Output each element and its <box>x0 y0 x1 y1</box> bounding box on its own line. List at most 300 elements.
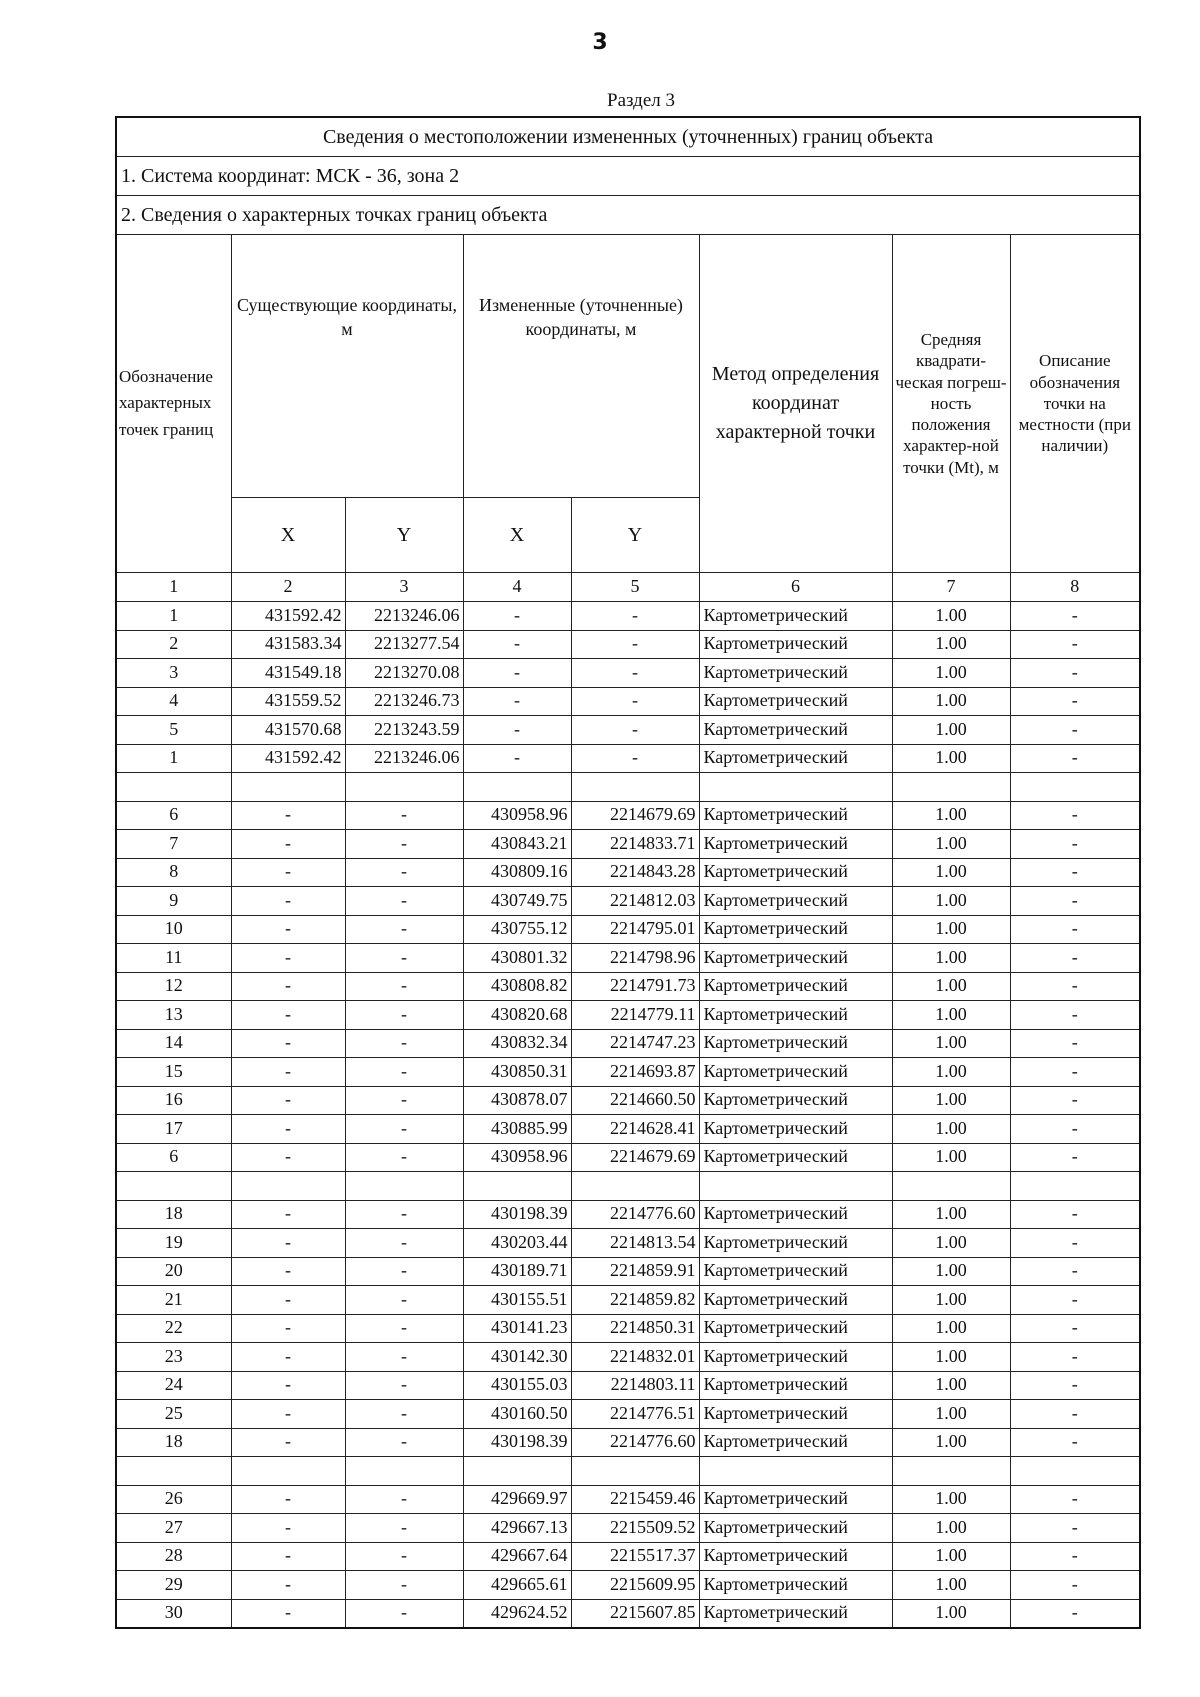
error-cell: 1.00 <box>892 858 1010 887</box>
changed-y-cell: - <box>571 716 699 745</box>
description-cell: - <box>1010 1115 1140 1144</box>
existing-y-cell: - <box>345 887 463 916</box>
changed-x-cell: 429669.97 <box>463 1485 571 1514</box>
point-id-cell: 29 <box>116 1571 231 1600</box>
column-number: 7 <box>892 573 1010 602</box>
error-cell: 1.00 <box>892 659 1010 688</box>
existing-x-cell: - <box>231 1599 345 1628</box>
header-existing-x: X <box>231 498 345 573</box>
description-cell: - <box>1010 744 1140 773</box>
existing-x-cell: - <box>231 1485 345 1514</box>
table-row <box>116 1514 1140 1543</box>
description-cell: - <box>1010 1143 1140 1172</box>
table-title: Сведения о местоположении измененных (уточненных) границ объекта <box>116 117 1140 157</box>
method-cell: Картометрический <box>699 1286 892 1315</box>
error-cell: 1.00 <box>892 1086 1010 1115</box>
existing-y-cell: 2213246.73 <box>345 687 463 716</box>
existing-x-cell: - <box>231 944 345 973</box>
changed-x-cell: - <box>463 659 571 688</box>
changed-y-cell: - <box>571 687 699 716</box>
error-cell: 1.00 <box>892 1229 1010 1258</box>
existing-x-cell: - <box>231 1400 345 1429</box>
existing-x-cell: - <box>231 1542 345 1571</box>
description-cell: - <box>1010 1257 1140 1286</box>
changed-x-cell: - <box>463 687 571 716</box>
changed-x-cell: 429624.52 <box>463 1599 571 1628</box>
method-cell: Картометрический <box>699 1400 892 1429</box>
description-cell: - <box>1010 602 1140 631</box>
changed-x-cell: - <box>463 716 571 745</box>
table-row <box>116 887 1140 916</box>
changed-y-cell: 2214776.60 <box>571 1200 699 1229</box>
existing-y-cell <box>345 1457 463 1486</box>
changed-y-cell: 2215609.95 <box>571 1571 699 1600</box>
method-cell: Картометрический <box>699 1314 892 1343</box>
method-cell: Картометрический <box>699 716 892 745</box>
point-id-cell: 28 <box>116 1542 231 1571</box>
error-cell <box>892 773 1010 802</box>
existing-y-cell: 2213243.59 <box>345 716 463 745</box>
header-existing-y: Y <box>345 498 463 573</box>
changed-x-cell: 430878.07 <box>463 1086 571 1115</box>
changed-x-cell: - <box>463 630 571 659</box>
changed-y-cell: 2214859.91 <box>571 1257 699 1286</box>
description-cell: - <box>1010 1514 1140 1543</box>
point-id-cell: 5 <box>116 716 231 745</box>
point-id-cell: 13 <box>116 1001 231 1030</box>
existing-x-cell: 431583.34 <box>231 630 345 659</box>
error-cell: 1.00 <box>892 1571 1010 1600</box>
changed-x-cell: 430198.39 <box>463 1428 571 1457</box>
method-cell: Картометрический <box>699 630 892 659</box>
changed-y-cell: 2214850.31 <box>571 1314 699 1343</box>
table-row <box>116 972 1140 1001</box>
table-row <box>116 1058 1140 1087</box>
method-cell: Картометрический <box>699 1115 892 1144</box>
column-number: 2 <box>231 573 345 602</box>
column-number: 3 <box>345 573 463 602</box>
description-cell: - <box>1010 630 1140 659</box>
existing-y-cell: - <box>345 915 463 944</box>
changed-x-cell: 429667.64 <box>463 1542 571 1571</box>
error-cell: 1.00 <box>892 1143 1010 1172</box>
method-cell: Картометрический <box>699 801 892 830</box>
changed-y-cell <box>571 1172 699 1201</box>
method-cell: Картометрический <box>699 915 892 944</box>
method-cell: Картометрический <box>699 744 892 773</box>
point-id-cell: 7 <box>116 830 231 859</box>
existing-y-cell: - <box>345 1229 463 1258</box>
error-cell: 1.00 <box>892 1115 1010 1144</box>
changed-x-cell: 430958.96 <box>463 801 571 830</box>
changed-y-cell: - <box>571 744 699 773</box>
changed-x-cell: 430141.23 <box>463 1314 571 1343</box>
changed-x-cell <box>463 773 571 802</box>
error-cell: 1.00 <box>892 887 1010 916</box>
point-id-cell: 9 <box>116 887 231 916</box>
point-id-cell: 11 <box>116 944 231 973</box>
table-row <box>116 1143 1140 1172</box>
existing-x-cell: - <box>231 1086 345 1115</box>
header-mean-square-error: Средняя квадрати-ческая погреш-ность положения характер-ной точки (Mt), м <box>892 235 1010 573</box>
error-cell: 1.00 <box>892 1029 1010 1058</box>
error-cell: 1.00 <box>892 716 1010 745</box>
description-cell: - <box>1010 830 1140 859</box>
error-cell: 1.00 <box>892 944 1010 973</box>
point-id-cell: 15 <box>116 1058 231 1087</box>
point-id-cell: 1 <box>116 744 231 773</box>
existing-x-cell: - <box>231 1514 345 1543</box>
existing-y-cell <box>345 773 463 802</box>
error-cell: 1.00 <box>892 915 1010 944</box>
point-id-cell: 10 <box>116 915 231 944</box>
description-cell: - <box>1010 972 1140 1001</box>
existing-x-cell: - <box>231 1286 345 1315</box>
method-cell: Картометрический <box>699 972 892 1001</box>
boundary-points-table <box>115 116 1141 1629</box>
method-cell <box>699 1172 892 1201</box>
error-cell: 1.00 <box>892 1428 1010 1457</box>
method-cell: Картометрический <box>699 1200 892 1229</box>
method-cell: Картометрический <box>699 1428 892 1457</box>
existing-y-cell: 2213270.08 <box>345 659 463 688</box>
changed-x-cell: 430832.34 <box>463 1029 571 1058</box>
error-cell: 1.00 <box>892 630 1010 659</box>
description-cell: - <box>1010 858 1140 887</box>
existing-x-cell: - <box>231 1229 345 1258</box>
changed-x-cell: 429667.13 <box>463 1514 571 1543</box>
header-changed-x: X <box>463 498 571 573</box>
method-cell: Картометрический <box>699 858 892 887</box>
changed-y-cell: 2214679.69 <box>571 801 699 830</box>
column-number: 5 <box>571 573 699 602</box>
changed-x-cell: 430809.16 <box>463 858 571 887</box>
changed-y-cell <box>571 773 699 802</box>
point-id-cell <box>116 773 231 802</box>
table-row <box>116 1200 1140 1229</box>
changed-y-cell: 2214776.51 <box>571 1400 699 1429</box>
method-cell: Картометрический <box>699 1571 892 1600</box>
existing-y-cell <box>345 1172 463 1201</box>
table-row <box>116 1371 1140 1400</box>
error-cell: 1.00 <box>892 1514 1010 1543</box>
existing-x-cell: - <box>231 1343 345 1372</box>
existing-y-cell: - <box>345 1086 463 1115</box>
table-row <box>116 915 1140 944</box>
existing-y-cell: - <box>345 1371 463 1400</box>
description-cell: - <box>1010 1029 1140 1058</box>
method-cell: Картометрический <box>699 887 892 916</box>
method-cell: Картометрический <box>699 1257 892 1286</box>
table-row <box>116 1115 1140 1144</box>
method-cell <box>699 1457 892 1486</box>
point-id-cell: 23 <box>116 1343 231 1372</box>
existing-y-cell: - <box>345 1200 463 1229</box>
point-id-cell: 14 <box>116 1029 231 1058</box>
existing-x-cell: - <box>231 1257 345 1286</box>
changed-x-cell: 430850.31 <box>463 1058 571 1087</box>
changed-y-cell: 2214679.69 <box>571 1143 699 1172</box>
changed-x-cell: 430958.96 <box>463 1143 571 1172</box>
header-changed-y: Y <box>571 498 699 573</box>
description-cell <box>1010 1172 1140 1201</box>
existing-x-cell: - <box>231 1428 345 1457</box>
changed-y-cell: 2214843.28 <box>571 858 699 887</box>
existing-y-cell: - <box>345 944 463 973</box>
existing-y-cell: 2213246.06 <box>345 602 463 631</box>
changed-y-cell: 2214660.50 <box>571 1086 699 1115</box>
existing-x-cell: - <box>231 801 345 830</box>
error-cell: 1.00 <box>892 687 1010 716</box>
column-number: 6 <box>699 573 892 602</box>
table-row <box>116 1086 1140 1115</box>
changed-x-cell: 430885.99 <box>463 1115 571 1144</box>
point-id-cell: 25 <box>116 1400 231 1429</box>
error-cell: 1.00 <box>892 1286 1010 1315</box>
existing-y-cell: - <box>345 1514 463 1543</box>
table-row <box>116 830 1140 859</box>
description-cell: - <box>1010 1001 1140 1030</box>
table-row <box>116 659 1140 688</box>
description-cell: - <box>1010 944 1140 973</box>
error-cell: 1.00 <box>892 1058 1010 1087</box>
error-cell: 1.00 <box>892 1001 1010 1030</box>
table-row <box>116 687 1140 716</box>
method-cell: Картометрический <box>699 1542 892 1571</box>
table-row <box>116 1571 1140 1600</box>
description-cell: - <box>1010 1485 1140 1514</box>
error-cell: 1.00 <box>892 801 1010 830</box>
existing-y-cell: - <box>345 1485 463 1514</box>
existing-x-cell: 431592.42 <box>231 602 345 631</box>
error-cell <box>892 1172 1010 1201</box>
existing-x-cell: - <box>231 1029 345 1058</box>
existing-y-cell: - <box>345 1001 463 1030</box>
header-point-description: Описание обозначения точки на местности (при наличии) <box>1010 235 1140 573</box>
existing-x-cell: - <box>231 887 345 916</box>
existing-y-cell: - <box>345 1599 463 1628</box>
method-cell: Картометрический <box>699 659 892 688</box>
point-id-cell: 16 <box>116 1086 231 1115</box>
description-cell: - <box>1010 1229 1140 1258</box>
method-cell: Картометрический <box>699 1143 892 1172</box>
description-cell: - <box>1010 1286 1140 1315</box>
table-row <box>116 630 1140 659</box>
description-cell: - <box>1010 1400 1140 1429</box>
error-cell: 1.00 <box>892 1257 1010 1286</box>
changed-x-cell: 430820.68 <box>463 1001 571 1030</box>
existing-y-cell: - <box>345 801 463 830</box>
point-id-cell: 6 <box>116 1143 231 1172</box>
changed-x-cell: 430155.51 <box>463 1286 571 1315</box>
existing-y-cell: - <box>345 1143 463 1172</box>
method-cell: Картометрический <box>699 1599 892 1628</box>
table-row <box>116 1457 1140 1486</box>
existing-y-cell: - <box>345 1314 463 1343</box>
method-cell: Картометрический <box>699 1058 892 1087</box>
changed-y-cell: 2214747.23 <box>571 1029 699 1058</box>
error-cell: 1.00 <box>892 1400 1010 1429</box>
description-cell <box>1010 773 1140 802</box>
method-cell: Картометрический <box>699 1086 892 1115</box>
changed-y-cell: 2214812.03 <box>571 887 699 916</box>
description-cell: - <box>1010 1542 1140 1571</box>
column-number: 4 <box>463 573 571 602</box>
error-cell <box>892 1457 1010 1486</box>
error-cell: 1.00 <box>892 1485 1010 1514</box>
changed-y-cell: - <box>571 602 699 631</box>
changed-x-cell: 430203.44 <box>463 1229 571 1258</box>
error-cell: 1.00 <box>892 1200 1010 1229</box>
table-row <box>116 944 1140 973</box>
changed-y-cell: 2214798.96 <box>571 944 699 973</box>
changed-x-cell: 430155.03 <box>463 1371 571 1400</box>
point-id-cell: 4 <box>116 687 231 716</box>
changed-y-cell: 2215459.46 <box>571 1485 699 1514</box>
existing-y-cell: - <box>345 1343 463 1372</box>
existing-x-cell: - <box>231 1001 345 1030</box>
existing-x-cell: 431559.52 <box>231 687 345 716</box>
point-id-cell: 3 <box>116 659 231 688</box>
existing-x-cell: 431592.42 <box>231 744 345 773</box>
changed-y-cell: 2214859.82 <box>571 1286 699 1315</box>
changed-y-cell: 2214795.01 <box>571 915 699 944</box>
method-cell: Картометрический <box>699 1371 892 1400</box>
table-row <box>116 1542 1140 1571</box>
column-number: 8 <box>1010 573 1140 602</box>
table-row <box>116 801 1140 830</box>
changed-y-cell: 2214779.11 <box>571 1001 699 1030</box>
point-id-cell: 18 <box>116 1200 231 1229</box>
existing-y-cell: - <box>345 1571 463 1600</box>
point-id-cell: 1 <box>116 602 231 631</box>
existing-y-cell: - <box>345 1115 463 1144</box>
point-id-cell <box>116 1457 231 1486</box>
point-id-cell: 20 <box>116 1257 231 1286</box>
description-cell: - <box>1010 659 1140 688</box>
table-row <box>116 1343 1140 1372</box>
method-cell: Картометрический <box>699 1485 892 1514</box>
changed-x-cell: 430843.21 <box>463 830 571 859</box>
header-changed-coordinates: Измененные (уточненные) координаты, м <box>463 235 699 498</box>
existing-y-cell: - <box>345 1058 463 1087</box>
existing-x-cell: - <box>231 1314 345 1343</box>
table-row <box>116 1029 1140 1058</box>
table-row <box>116 1485 1140 1514</box>
changed-y-cell: 2214813.54 <box>571 1229 699 1258</box>
existing-y-cell: - <box>345 972 463 1001</box>
existing-x-cell: - <box>231 915 345 944</box>
existing-y-cell: - <box>345 1029 463 1058</box>
description-cell: - <box>1010 1599 1140 1628</box>
error-cell: 1.00 <box>892 972 1010 1001</box>
existing-x-cell: - <box>231 830 345 859</box>
existing-x-cell: - <box>231 1571 345 1600</box>
existing-y-cell: - <box>345 1286 463 1315</box>
method-cell: Картометрический <box>699 687 892 716</box>
point-id-cell: 6 <box>116 801 231 830</box>
changed-x-cell: - <box>463 602 571 631</box>
point-id-cell: 2 <box>116 630 231 659</box>
header-existing-coordinates: Существующие координаты, м <box>231 235 463 498</box>
changed-y-cell: 2215517.37 <box>571 1542 699 1571</box>
existing-y-cell: - <box>345 1257 463 1286</box>
existing-x-cell: 431570.68 <box>231 716 345 745</box>
page-number: 3 <box>592 30 608 55</box>
point-id-cell: 17 <box>116 1115 231 1144</box>
description-cell: - <box>1010 1371 1140 1400</box>
description-cell: - <box>1010 1058 1140 1087</box>
point-id-cell: 26 <box>116 1485 231 1514</box>
existing-y-cell: - <box>345 1428 463 1457</box>
description-cell: - <box>1010 887 1140 916</box>
error-cell: 1.00 <box>892 830 1010 859</box>
changed-x-cell: 430198.39 <box>463 1200 571 1229</box>
table-row <box>116 1286 1140 1315</box>
description-cell: - <box>1010 801 1140 830</box>
table-row <box>116 716 1140 745</box>
changed-x-cell <box>463 1172 571 1201</box>
changed-x-cell: 430160.50 <box>463 1400 571 1429</box>
section-label: Раздел 3 <box>607 90 675 111</box>
description-cell: - <box>1010 1571 1140 1600</box>
table-row <box>116 1257 1140 1286</box>
description-cell: - <box>1010 1343 1140 1372</box>
method-cell: Картометрический <box>699 1029 892 1058</box>
points-heading: 2. Сведения о характерных точках границ объекта <box>116 196 1140 235</box>
existing-x-cell <box>231 1172 345 1201</box>
table-row <box>116 773 1140 802</box>
changed-y-cell: 2214693.87 <box>571 1058 699 1087</box>
description-cell: - <box>1010 687 1140 716</box>
description-cell: - <box>1010 1200 1140 1229</box>
method-cell: Картометрический <box>699 602 892 631</box>
changed-y-cell: 2214803.11 <box>571 1371 699 1400</box>
existing-y-cell: 2213277.54 <box>345 630 463 659</box>
changed-y-cell <box>571 1457 699 1486</box>
existing-x-cell: - <box>231 1200 345 1229</box>
existing-x-cell: 431549.18 <box>231 659 345 688</box>
description-cell: - <box>1010 1314 1140 1343</box>
changed-y-cell: 2214833.71 <box>571 830 699 859</box>
existing-x-cell: - <box>231 858 345 887</box>
existing-x-cell: - <box>231 1058 345 1087</box>
changed-x-cell <box>463 1457 571 1486</box>
point-id-cell: 19 <box>116 1229 231 1258</box>
table-row <box>116 1229 1140 1258</box>
method-cell: Картометрический <box>699 944 892 973</box>
coordinate-system: 1. Система координат: МСК - 36, зона 2 <box>116 157 1140 196</box>
changed-x-cell: - <box>463 744 571 773</box>
existing-x-cell: - <box>231 1143 345 1172</box>
description-cell: - <box>1010 915 1140 944</box>
error-cell: 1.00 <box>892 744 1010 773</box>
changed-y-cell: 2214628.41 <box>571 1115 699 1144</box>
error-cell: 1.00 <box>892 1542 1010 1571</box>
method-cell: Картометрический <box>699 1001 892 1030</box>
point-id-cell: 22 <box>116 1314 231 1343</box>
existing-x-cell <box>231 773 345 802</box>
method-cell: Картометрический <box>699 1229 892 1258</box>
table-row <box>116 1428 1140 1457</box>
header-point-designation: Обозначение характерных точек границ <box>116 235 231 573</box>
changed-y-cell: 2214776.60 <box>571 1428 699 1457</box>
error-cell: 1.00 <box>892 1343 1010 1372</box>
existing-x-cell: - <box>231 1115 345 1144</box>
changed-x-cell: 430808.82 <box>463 972 571 1001</box>
error-cell: 1.00 <box>892 1599 1010 1628</box>
table-row <box>116 744 1140 773</box>
